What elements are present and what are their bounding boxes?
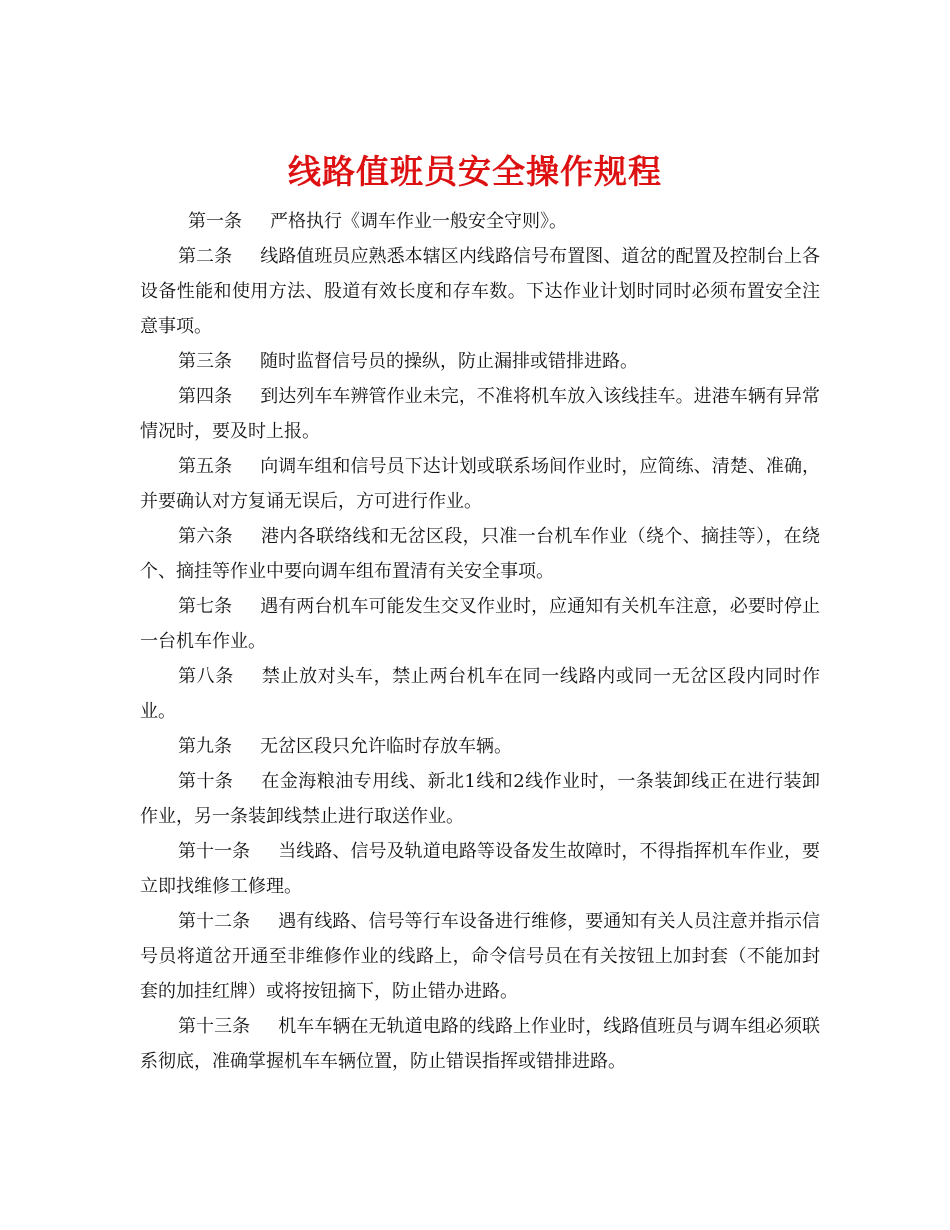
article-text: 当线路、信号及轨道电路等设备发生故障时，不得指挥机车作业，要立即找维修工修理。 [140, 841, 821, 897]
article-number: 第一条 [188, 211, 242, 232]
article-number: 第十一条 [178, 841, 251, 862]
article-number: 第七条 [178, 596, 233, 617]
article-text: 向调车组和信号员下达计划或联系场间作业时，应简练、清楚、准确，并要确认对方复诵无误后，方可进行作业。 [140, 456, 821, 512]
article-number: 第十条 [178, 771, 234, 792]
article-11 [140, 834, 820, 904]
article-text: 遇有线路、信号等行车设备进行维修，要通知有关人员注意并指示信号员将道岔开通至非维修作业的线路上，命令信号员在有关按钮上加封套（不能加封套的加挂红牌）或将按钮摘下，防止错办进路。 [140, 911, 821, 1002]
article-number: 第二条 [178, 246, 233, 267]
article-7 [140, 589, 820, 659]
article-text: 随时监督信号员的操纵，防止漏排或错排进路。 [260, 351, 638, 372]
article-8 [140, 659, 820, 729]
article-number: 第三条 [178, 351, 232, 372]
article-number: 第六条 [178, 526, 233, 547]
article-2 [140, 239, 820, 344]
article-13 [140, 1009, 820, 1079]
article-10 [140, 764, 820, 834]
document-body [140, 204, 820, 1079]
article-4 [140, 379, 820, 449]
article-text: 严格执行《调车作业一般安全守则》。 [270, 211, 567, 232]
article-3 [140, 344, 820, 379]
article-number: 第十二条 [178, 911, 251, 932]
document-title: 线路值班员安全操作规程 [288, 152, 662, 192]
article-1 [140, 204, 820, 239]
article-text: 在金海粮油专用线、新北1线和2线作业时，一条装卸线正在进行装卸作业，另一条装卸线禁止进行取送作业。 [140, 771, 820, 827]
article-number: 第四条 [178, 386, 233, 407]
article-text: 禁止放对头车，禁止两台机车在同一线路内或同一无岔区段内同时作业。 [140, 666, 820, 722]
article-text: 港内各联络线和无岔区段，只准一台机车作业（绕个、摘挂等），在绕个、摘挂等作业中要向调车组布置清有关安全事项。 [140, 526, 820, 582]
article-6 [140, 519, 820, 589]
article-text: 线路值班员应熟悉本辖区内线路信号布置图、道岔的配置及控制台上各设备性能和使用方法、股道有效长度和存车数。下达作业计划时同时必须布置安全注意事项。 [140, 246, 821, 337]
article-text: 机车车辆在无轨道电路的线路上作业时，线路值班员与调车组必须联系彻底，准确掌握机车车辆位置，防止错误指挥或错排进路。 [140, 1016, 821, 1072]
article-number: 第五条 [178, 456, 233, 477]
article-9 [140, 729, 820, 764]
article-number: 第十三条 [178, 1016, 251, 1037]
article-5 [140, 449, 820, 519]
article-text: 遇有两台机车可能发生交叉作业时，应通知有关机车注意，必要时停止一台机车作业。 [140, 596, 821, 652]
article-number: 第八条 [178, 666, 234, 687]
article-number: 第九条 [178, 736, 232, 757]
article-12 [140, 904, 820, 1009]
article-text: 无岔区段只允许临时存放车辆。 [260, 736, 512, 757]
article-text: 到达列车车辨管作业未完，不准将机车放入该线挂车。进港车辆有异常情况时，要及时上报。 [140, 386, 821, 442]
